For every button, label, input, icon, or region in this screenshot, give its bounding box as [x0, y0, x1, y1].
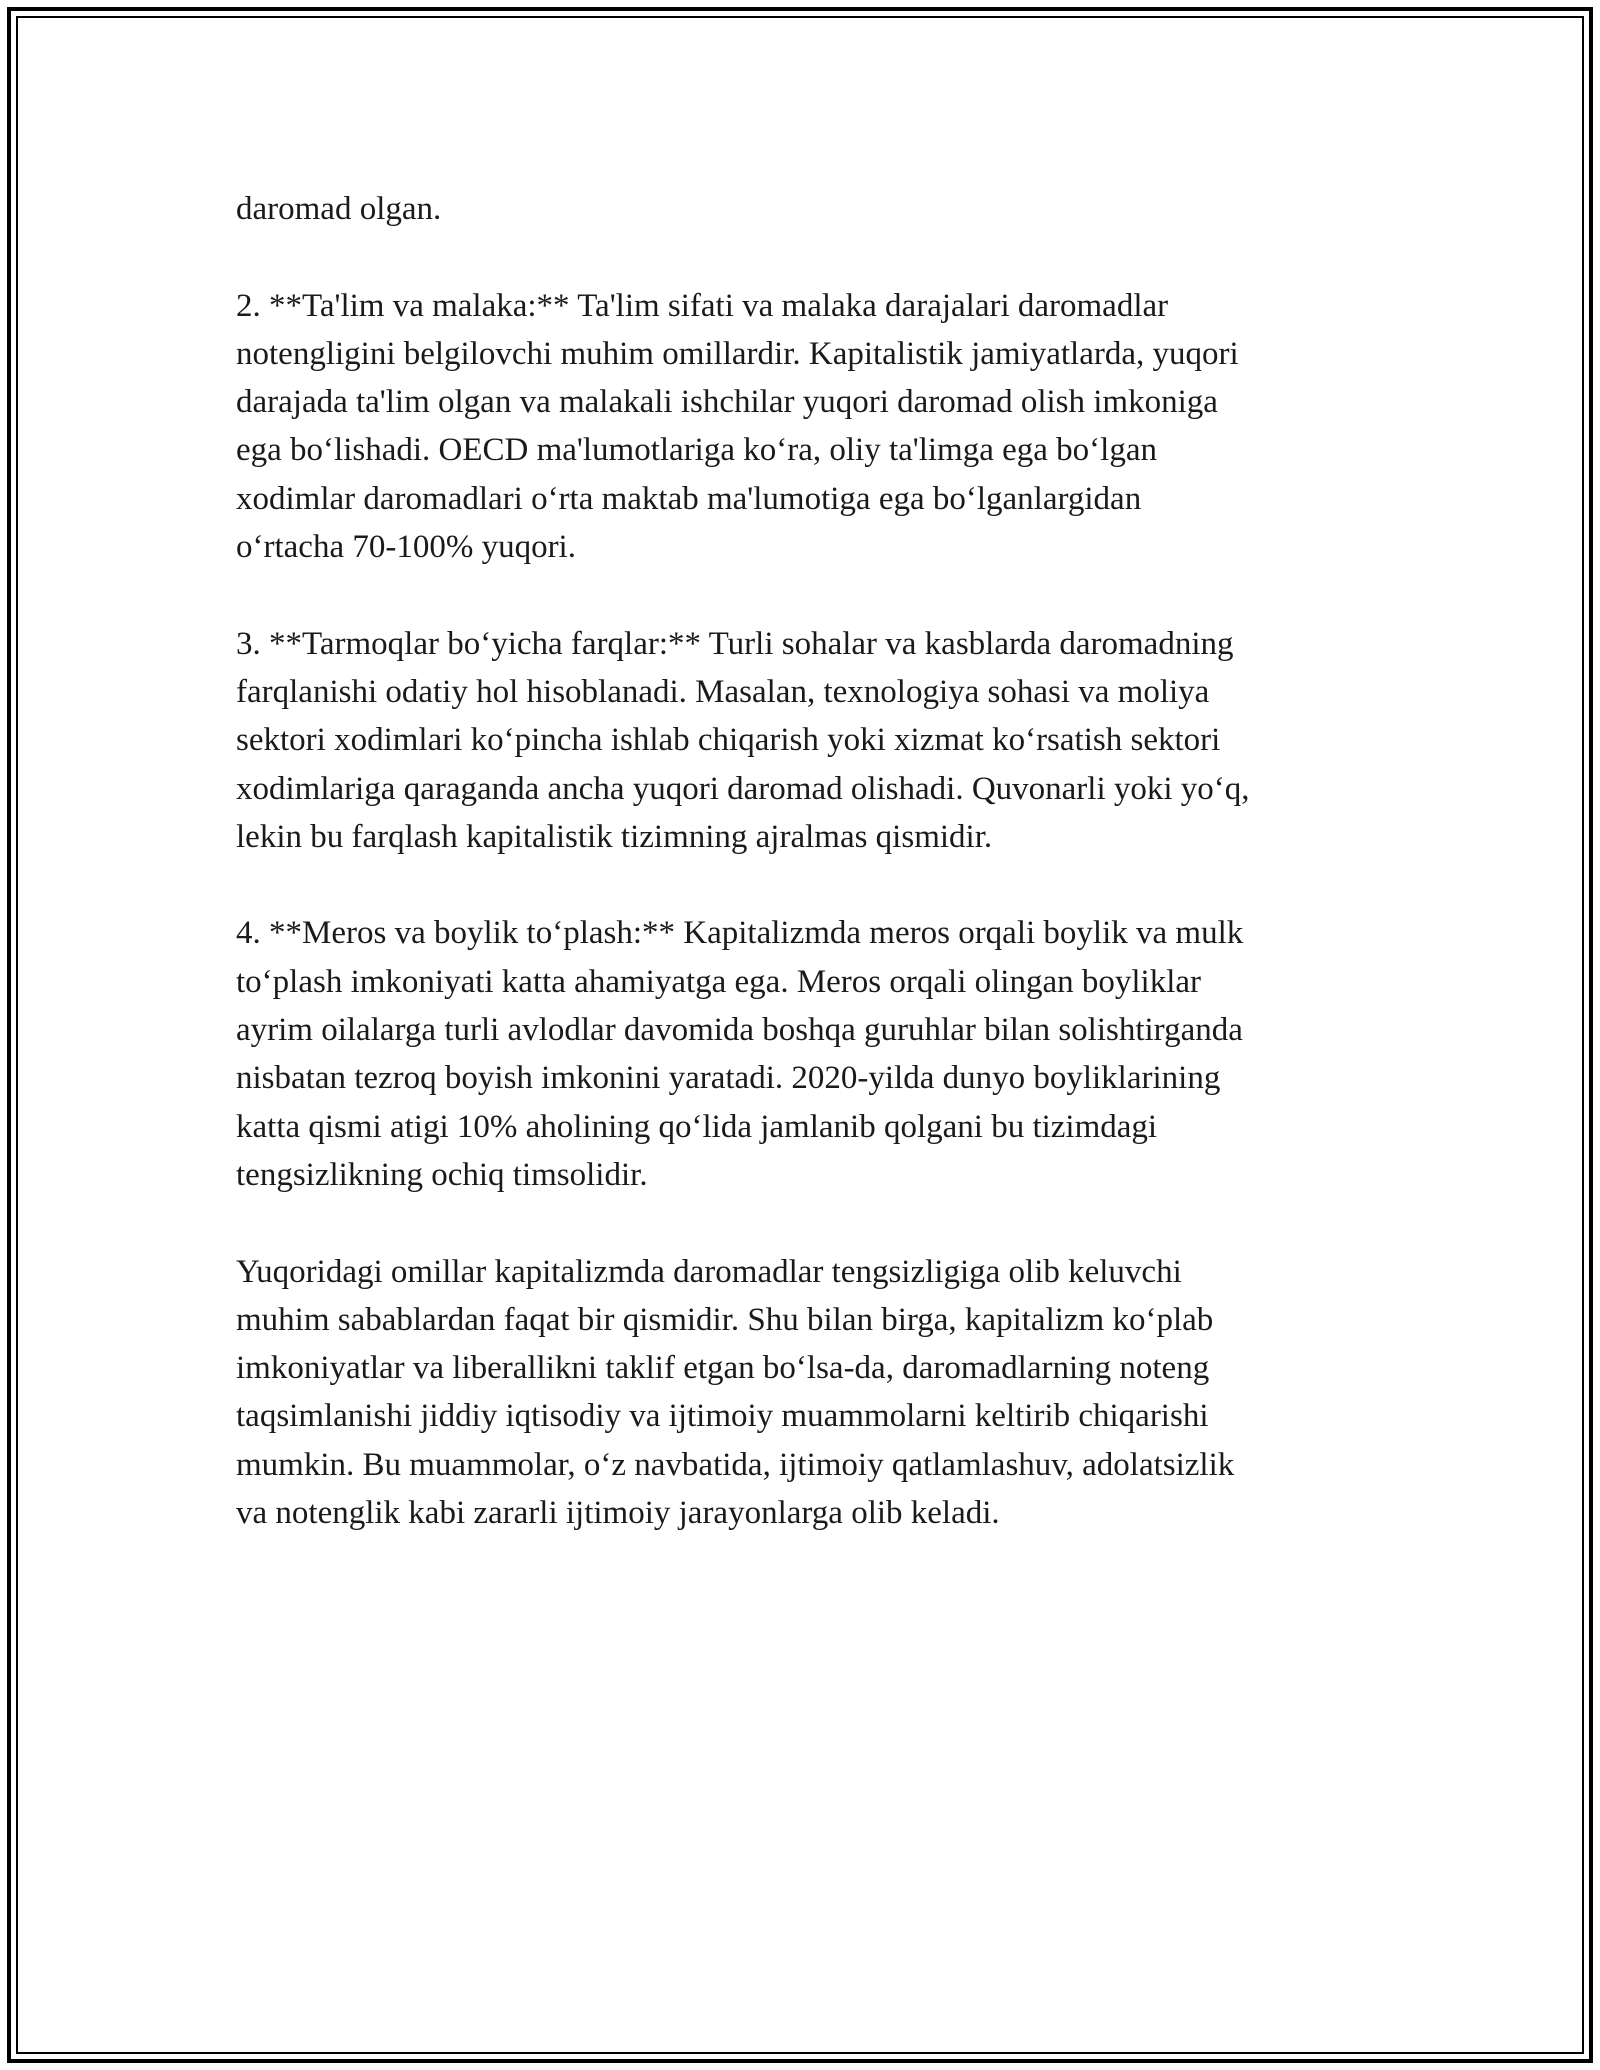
text-line: imkoniyatlar va liberallikni taklif etgan bo‘lsa-da, daromadlarning noteng	[236, 1350, 1210, 1387]
text-line: o‘rtacha 70-100% yuqori.	[236, 529, 576, 566]
paragraph-conclusion	[236, 1248, 1386, 1538]
text-line: xodimlariga qaraganda ancha yuqori daromad olishadi. Quvonarli yoki yo‘q,	[236, 770, 1250, 807]
text-line: ayrim oilalarga turli avlodlar davomida boshqa guruhlar bilan solishtirganda	[236, 1012, 1243, 1049]
text-line: tengsizlikning ochiq timsolidir.	[236, 1156, 648, 1193]
text-line: mumkin. Bu muammolar, o‘z navbatida, ijtimoiy qatlamlashuv, adolatsizlik	[236, 1446, 1235, 1483]
paragraph-inheritance	[236, 909, 1386, 1199]
text-line: sektori xodimlari ko‘pincha ishlab chiqarish yoki xizmat ko‘rsatish sektori	[236, 722, 1221, 759]
text-line: notengligini belgilovchi muhim omillardir. Kapitalistik jamiyatlarda, yuqori	[236, 335, 1239, 372]
paragraph-sectors	[236, 620, 1386, 861]
paragraph-continuation	[236, 185, 1386, 233]
text-line: daromad olgan.	[236, 191, 442, 227]
text-line: farqlanishi odatiy hol hisoblanadi. Masalan, texnologiya sohasi va moliya	[236, 673, 1210, 710]
text-line: nisbatan tezroq boyish imkonini yaratadi. 2020-yilda dunyo boyliklarining	[236, 1060, 1221, 1097]
text-line: 4. **Meros va boylik to‘plash:** Kapitalizmda meros orqali boylik va mulk	[236, 915, 1244, 952]
text-line: darajada ta'lim olgan va malakali ishchilar yuqori daromad olish imkoniga	[236, 384, 1218, 421]
text-line: 2. **Ta'lim va malaka:** Ta'lim sifati va malaka darajalari daromadlar	[236, 287, 1169, 324]
text-line: ega bo‘lishadi. OECD ma'lumotlariga ko‘ra, oliy ta'limga ega bo‘lgan	[236, 432, 1157, 469]
text-line: xodimlar daromadlari o‘rta maktab ma'lumotiga ega bo‘lganlargidan	[236, 480, 1142, 517]
text-line: muhim sabablardan faqat bir qismidir. Shu bilan birga, kapitalizm ko‘plab	[236, 1301, 1214, 1338]
text-line: to‘plash imkoniyati katta ahamiyatga ega. Meros orqali olingan boyliklar	[236, 963, 1201, 1000]
text-line: Yuqoridagi omillar kapitalizmda daromadlar tengsizligiga olib keluvchi	[236, 1253, 1182, 1290]
paragraph-education	[236, 282, 1386, 572]
document-body	[236, 185, 1386, 1537]
text-line: va notenglik kabi zararli ijtimoiy jarayonlarga olib keladi.	[236, 1495, 1000, 1532]
text-line: lekin bu farqlash kapitalistik tizimning ajralmas qismidir.	[236, 818, 993, 855]
text-line: katta qismi atigi 10% aholining qo‘lida jamlanib qolgani bu tizimdagi	[236, 1108, 1158, 1145]
text-line: taqsimlanishi jiddiy iqtisodiy va ijtimoiy muammolarni keltirib chiqarishi	[236, 1398, 1209, 1435]
text-line: 3. **Tarmoqlar bo‘yicha farqlar:** Turli sohalar va kasblarda daromadning	[236, 625, 1234, 662]
